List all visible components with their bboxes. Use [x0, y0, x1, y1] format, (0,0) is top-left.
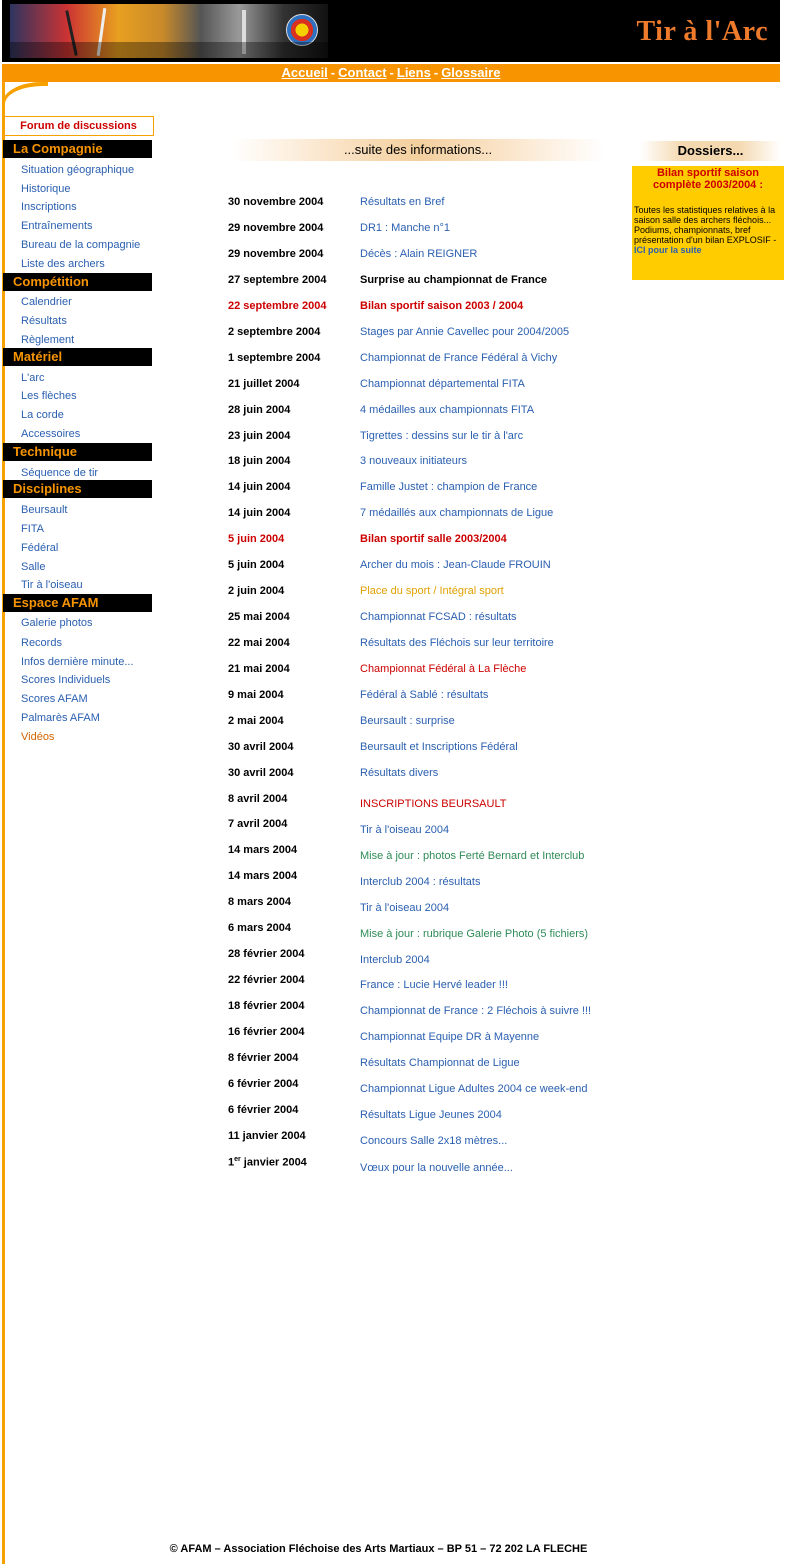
news-date: 14 mars 2004 [228, 870, 298, 882]
dossier-text: Toutes les statistiques relatives à la saison salle des archers fléchois... Podiums, championnats, bref présentation d'un bilan EXPLOSIF - [634, 205, 777, 245]
news-date: 6 mars 2004 [228, 922, 291, 934]
news-date: 14 juin 2004 [228, 481, 291, 493]
news-date: 30 avril 2004 [228, 767, 294, 779]
news-date: 25 mai 2004 [228, 611, 290, 623]
sidebar-item[interactable]: Accessoires [21, 428, 81, 440]
sidebar-item[interactable]: Résultats [21, 315, 67, 327]
sidebar-item[interactable]: FITA [21, 523, 45, 535]
news-date: 11 janvier 2004 [228, 1130, 306, 1142]
news-date: 21 mai 2004 [228, 663, 290, 675]
dossier-box [632, 166, 784, 280]
sidebar-section-0: La Compagnie [3, 140, 152, 158]
sidebar-item[interactable]: Les flèches [21, 390, 77, 402]
forum-button[interactable]: Forum de discussions [3, 116, 154, 136]
news-link[interactable]: Championnat Equipe DR à Mayenne [360, 1031, 540, 1043]
news-link[interactable]: Bilan sportif salle 2003/2004 [360, 533, 507, 545]
news-date: 1 septembre 2004 [228, 352, 321, 364]
sidebar-item[interactable]: Palmarès AFAM [21, 712, 100, 724]
sidebar-section-2: Matériel [3, 348, 152, 366]
sidebar-item[interactable]: Vidéos [21, 731, 55, 743]
news-date [228, 1156, 307, 1169]
site-title: Tir à l'Arc [636, 16, 768, 47]
news-date: 6 février 2004 [228, 1104, 299, 1116]
footer: © AFAM – Association Fléchoise des Arts Martiaux – BP 51 – 72 202 LA FLECHE [169, 1543, 588, 1555]
news-date: 21 juillet 2004 [228, 378, 300, 390]
sidebar-section-1: Compétition [3, 273, 152, 291]
news-date: 30 avril 2004 [228, 741, 294, 753]
news-link[interactable]: Résultats en Bref [360, 196, 445, 208]
news-date: 30 novembre 2004 [228, 196, 324, 208]
news-date: 29 novembre 2004 [228, 222, 324, 234]
news-date: 8 février 2004 [228, 1052, 299, 1064]
news-link[interactable]: Concours Salle 2x18 mètres... [360, 1135, 508, 1147]
news-date: 28 juin 2004 [228, 404, 291, 416]
news-date: 7 avril 2004 [228, 818, 288, 830]
nav-accueil[interactable]: Accueil [281, 65, 328, 80]
sidebar-section-5: Espace AFAM [3, 594, 152, 612]
sidebar-item[interactable]: Bureau de la compagnie [21, 239, 141, 251]
sidebar-item[interactable]: Règlement [21, 334, 75, 346]
news-link[interactable]: Championnat de France : 2 Fléchois à suivre !!! [360, 1005, 592, 1017]
news-date: 22 février 2004 [228, 974, 305, 986]
news-link[interactable]: Championnat départemental FITA [360, 378, 525, 390]
news-heading: ...suite des informations... [232, 139, 604, 161]
news-date: 2 septembre 2004 [228, 326, 321, 338]
news-date: 9 mai 2004 [228, 689, 284, 701]
sidebar-item[interactable]: Historique [21, 183, 71, 195]
news-link[interactable]: Résultats Ligue Jeunes 2004 [360, 1109, 502, 1121]
news-link[interactable]: France : Lucie Hervé leader !!! [360, 979, 508, 991]
news-link[interactable]: Mise à jour : photos Ferté Bernard et Interclub [360, 850, 585, 862]
news-link[interactable]: Championnat Fédéral à La Flèche [360, 663, 527, 675]
sidebar-item[interactable]: Galerie photos [21, 617, 93, 629]
news-link[interactable]: Décès : Alain REIGNER [360, 248, 478, 260]
news-date: 5 juin 2004 [228, 559, 285, 571]
news-link[interactable]: Résultats des Fléchois sur leur territoire [360, 637, 554, 649]
news-link[interactable]: Tigrettes : dessins sur le tir à l'arc [360, 430, 524, 442]
sidebar-section-4: Disciplines [3, 480, 152, 498]
news-link[interactable]: Mise à jour : rubrique Galerie Photo (5 fichiers) [360, 928, 589, 940]
news-link[interactable]: Résultats Championnat de Ligue [360, 1057, 520, 1069]
sidebar-item[interactable]: Entraînements [21, 220, 93, 232]
nav-liens[interactable]: Liens [396, 65, 431, 80]
header-banner [2, 0, 780, 62]
dossiers-heading: Dossiers... [640, 141, 781, 161]
news-date: 5 juin 2004 [228, 533, 285, 545]
sidebar-item[interactable]: Salle [21, 561, 46, 573]
sidebar-item[interactable]: Scores AFAM [21, 693, 88, 705]
news-link[interactable]: 4 médailles aux championnats FITA [360, 404, 535, 416]
news-date: 18 juin 2004 [228, 455, 291, 467]
news-link[interactable]: DR1 : Manche n°1 [360, 222, 450, 234]
sidebar-item[interactable]: La corde [21, 409, 64, 421]
sidebar-item[interactable]: Inscriptions [21, 201, 77, 213]
nav-separator: - [433, 65, 439, 80]
news-date: 22 mai 2004 [228, 637, 290, 649]
sidebar-section-3: Technique [3, 443, 152, 461]
news-date-ordinal: er [234, 1156, 241, 1163]
news-link[interactable]: Tir à l'oiseau 2004 [360, 824, 450, 836]
sidebar-item[interactable]: Liste des archers [21, 258, 105, 270]
news-link[interactable]: Beursault : surprise [360, 715, 455, 727]
news-link[interactable]: INSCRIPTIONS BEURSAULT [360, 798, 507, 810]
news-link[interactable]: Vœux pour la nouvelle année... [360, 1162, 513, 1174]
news-date: 23 juin 2004 [228, 430, 291, 442]
news-date: 27 septembre 2004 [228, 274, 327, 286]
sidebar-item[interactable]: L'arc [21, 372, 45, 384]
news-link[interactable]: Championnat FCSAD : résultats [360, 611, 517, 623]
news-link[interactable]: Championnat Ligue Adultes 2004 ce week-end [360, 1083, 588, 1095]
news-link[interactable]: Bilan sportif saison 2003 / 2004 [360, 300, 524, 312]
news-link[interactable]: Résultats divers [360, 767, 439, 779]
news-link[interactable]: Interclub 2004 : résultats [360, 876, 481, 888]
news-date: 14 mars 2004 [228, 844, 298, 856]
news-link[interactable]: Interclub 2004 [360, 954, 430, 966]
nav-separator: - [330, 65, 336, 80]
sidebar-item[interactable]: Records [21, 637, 62, 649]
news-date-rest: janvier 2004 [240, 1156, 307, 1169]
news-link[interactable]: Stages par Annie Cavellec pour 2004/2005 [360, 326, 570, 338]
dossier-link[interactable]: ICI pour la suite [634, 245, 702, 255]
nav-contact[interactable]: Contact [338, 65, 387, 80]
news-date: 22 septembre 2004 [228, 300, 327, 312]
sidebar-item[interactable]: Séquence de tir [21, 467, 99, 479]
news-link[interactable]: Tir à l'oiseau 2004 [360, 902, 450, 914]
news-link[interactable]: Surprise au championnat de France [360, 274, 548, 286]
sidebar-item[interactable]: Scores Individuels [21, 674, 111, 686]
news-link[interactable]: 7 médaillés aux championnats de Ligue [360, 507, 554, 519]
news-date: 8 avril 2004 [228, 793, 288, 805]
news-date: 16 février 2004 [228, 1026, 305, 1038]
dossier-title[interactable]: Bilan sportif saison complète 2003/2004 : [652, 167, 764, 191]
news-link[interactable]: Place du sport / Intégral sport [360, 585, 504, 597]
news-date: 14 juin 2004 [228, 507, 291, 519]
news-link[interactable]: Beursault et Inscriptions Fédéral [360, 741, 518, 753]
news-link[interactable]: Championnat de France Fédéral à Vichy [360, 352, 558, 364]
news-link[interactable]: Archer du mois : Jean-Claude FROUIN [360, 559, 551, 571]
sidebar-item[interactable]: Fédéral [21, 542, 59, 554]
news-date: 2 mai 2004 [228, 715, 284, 727]
news-link[interactable]: 3 nouveaux initiateurs [360, 455, 468, 467]
sidebar-item[interactable]: Situation géographique [21, 164, 135, 176]
sidebar-item[interactable]: Calendrier [21, 296, 72, 308]
nav-glossaire[interactable]: Glossaire [441, 65, 501, 80]
top-nav [2, 64, 780, 82]
news-date: 6 février 2004 [228, 1078, 299, 1090]
news-date: 2 juin 2004 [228, 585, 285, 597]
sidebar-item[interactable]: Infos dernière minute... [21, 656, 134, 668]
archery-banner-image [10, 4, 328, 58]
sidebar-item[interactable]: Beursault [21, 504, 68, 516]
sidebar-item[interactable]: Tir à l'oiseau [21, 579, 83, 591]
left-border-line [2, 82, 5, 1564]
news-link[interactable]: Fédéral à Sablé : résultats [360, 689, 489, 701]
news-date: 8 mars 2004 [228, 896, 291, 908]
news-date: 29 novembre 2004 [228, 248, 324, 260]
news-date: 18 février 2004 [228, 1000, 305, 1012]
news-date: 28 février 2004 [228, 948, 305, 960]
news-date-day: 1 [228, 1156, 235, 1169]
nav-separator: - [389, 65, 394, 80]
news-link[interactable]: Famille Justet : champion de France [360, 481, 538, 493]
